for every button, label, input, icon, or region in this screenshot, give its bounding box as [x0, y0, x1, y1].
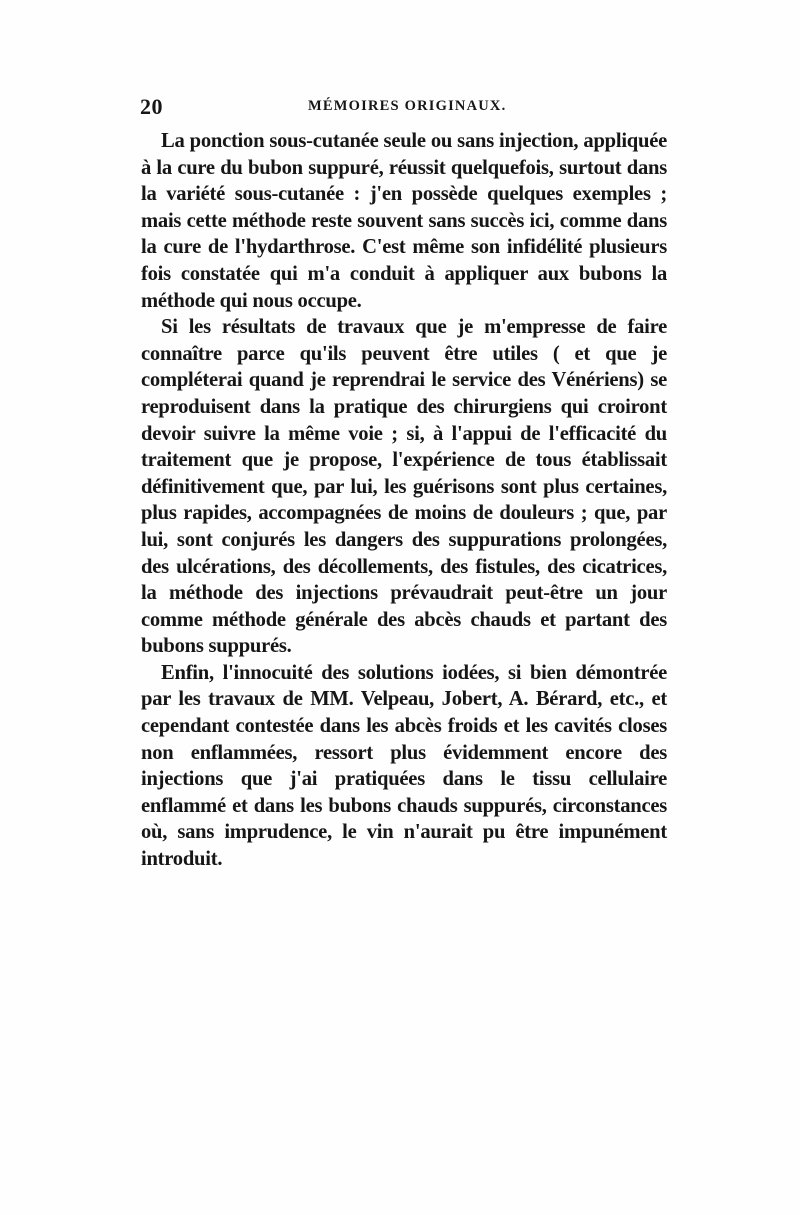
running-title: MÉMOIRES ORIGINAUX. — [308, 98, 507, 114]
page-number: 20 — [140, 94, 163, 119]
paragraph-ponction: La ponction sous-cutanée seule ou sans injection, appliquée à la cure du bubon suppuré, réussit quelquefois, surtout dans la variété sous-cutanée : j'en possède quelques exemples ; mais cette méthode reste souvent sans succès ici, comme dans la cure de l'hydarthrose. C'est même son infidélité plusieurs fois constatée qui m'a conduit à appliquer aux bubons la méthode qui nous occupe. — [141, 130, 667, 312]
paragraph-innocuite: Enfin, l'innocuité des solutions iodées, si bien démontrée par les travaux de MM. Velpeau, Jobert, A. Bérard, etc., et cependant contestée dans les abcès froids et les cavités closes non enflammées, ressort plus évidemment encore des injections que j'ai pratiquées dans le tissu cellulaire enflammé et dans les bubons chauds suppurés, circonstances où, sans imprudence, le vin n'aurait pu être impunément introduit. — [141, 661, 667, 871]
body-text — [141, 128, 667, 873]
running-head — [140, 94, 666, 122]
paragraph-resultats: Si les résultats de travaux que je m'empresse de faire connaître parce qu'ils peuvent être utiles ( et que je compléterai quand je reprendrai le service des Vénériens) se reproduisent dans la pratique des chirurgiens qui croiront devoir suivre la même voie ; si, à l'appui de l'efficacité du traitement que je propose, l'expérience de tous établissait définitivement que, par lui, les guérisons sont plus certaines, plus rapides, accompagnées de moins de douleurs ; que, par lui, sont conjurés les dangers des suppurations prolongées, des ulcérations, des décollements, des fistules, des cicatrices, la méthode des injections prévaudrait peut-être un jour comme méthode générale des abcès chauds et partant des bubons suppurés. — [141, 316, 667, 658]
